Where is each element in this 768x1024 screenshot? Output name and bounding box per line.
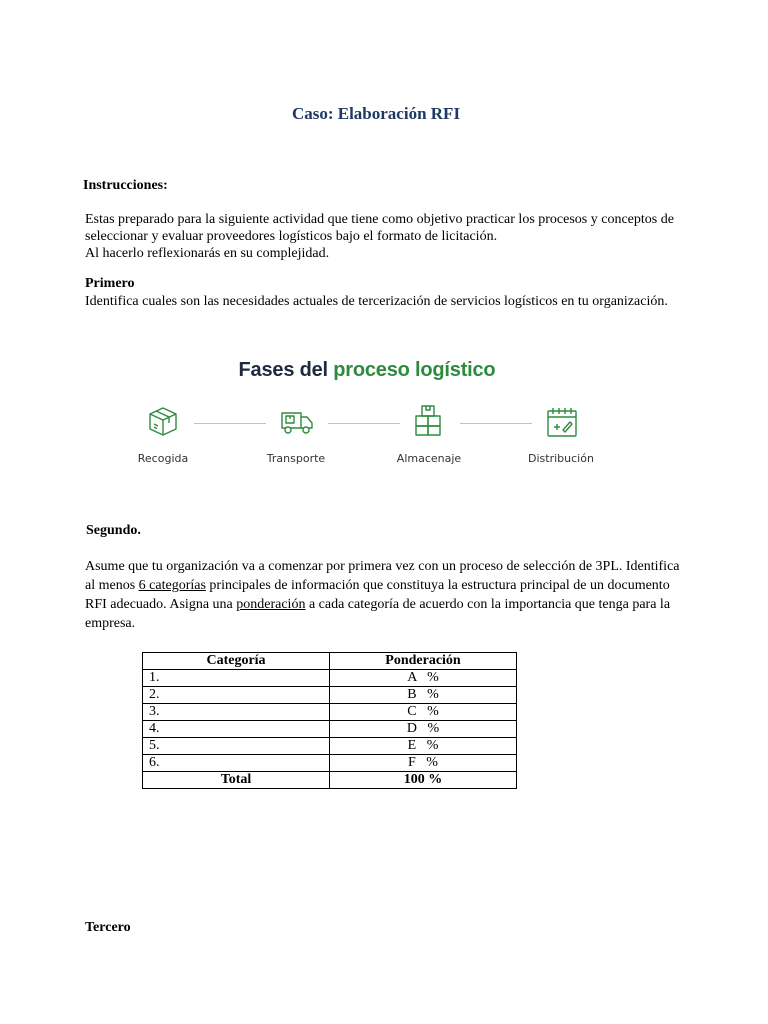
tercero-heading: Tercero	[85, 920, 131, 935]
table-row	[143, 755, 517, 772]
primero-heading: Primero	[85, 276, 135, 291]
box-icon	[146, 404, 180, 438]
phase-connector	[460, 423, 532, 424]
instrucciones-line-2: seleccionar y evaluar proveedores logísticos bajo el formato de licitación.	[85, 229, 498, 244]
table-header-row	[143, 653, 517, 670]
phase-label-transporte: Transporte	[266, 452, 326, 465]
infographic-title-part2: proceso logístico	[333, 359, 496, 381]
table-cell-category: 5.	[143, 738, 330, 755]
primero-text: Identifica cuales son las necesidades actuales de tercerización de servicios logísticos en tu organización.	[85, 294, 668, 309]
segundo-heading: Segundo.	[86, 523, 141, 538]
table-cell-category: 6.	[143, 755, 330, 772]
infographic-title	[200, 359, 534, 382]
table-cell-weight: B %	[330, 687, 517, 704]
instrucciones-line-3: Al hacerlo reflexionarás en su complejidad.	[85, 246, 330, 261]
table-row	[143, 721, 517, 738]
table-row	[143, 670, 517, 687]
table-cell-weight: C %	[330, 704, 517, 721]
table-total-label: Total	[143, 772, 330, 789]
segundo-paragraph	[85, 557, 678, 633]
table-header-categoria: Categoría	[143, 653, 330, 670]
table-cell-weight: F %	[330, 755, 517, 772]
table-cell-weight: D %	[330, 721, 517, 738]
segundo-line-2	[85, 576, 678, 595]
instrucciones-heading: Instrucciones:	[83, 178, 168, 193]
segundo-line-3-pre: RFI adecuado. Asigna una	[85, 597, 237, 612]
phase-label-distribucion: Distribución	[528, 452, 594, 465]
table-cell-category: 3.	[143, 704, 330, 721]
table-row	[143, 687, 517, 704]
phase-connector	[328, 423, 400, 424]
table-cell-category: 1.	[143, 670, 330, 687]
instrucciones-line-1: Estas preparado para la siguiente actividad que tiene como objetivo practicar los procesos y conceptos de	[85, 212, 674, 227]
segundo-line-1: Asume que tu organización va a comenzar por primera vez con un proceso de selección de 3PL. Identifica	[85, 559, 680, 574]
segundo-line-3	[85, 595, 678, 614]
instrucciones-paragraph	[85, 211, 688, 262]
segundo-categorias-underlined: 6 categorías	[138, 578, 206, 593]
segundo-line-2-pre: al menos	[85, 578, 139, 593]
infographic-title-part1: Fases del	[238, 359, 334, 381]
table-cell-weight: E %	[330, 738, 517, 755]
phase-connector	[194, 423, 266, 424]
stacked-boxes-icon	[412, 403, 446, 437]
table-cell-category: 4.	[143, 721, 330, 738]
table-total-value: 100 %	[330, 772, 517, 789]
segundo-line-3-post: a cada categoría de acuerdo con la importancia que tenga para la	[305, 597, 671, 612]
phase-label-almacenaje: Almacenaje	[396, 452, 462, 465]
document-title: Caso: Elaboración RFI	[291, 104, 461, 123]
segundo-ponderacion-underlined: ponderación	[236, 597, 306, 612]
table-cell-weight: A %	[330, 670, 517, 687]
segundo-line-4: empresa.	[85, 616, 136, 631]
table-total-row	[143, 772, 517, 789]
table-row	[143, 738, 517, 755]
table-cell-category: 2.	[143, 687, 330, 704]
table-row	[143, 704, 517, 721]
segundo-line-2-post: principales de información que constituya la estructura principal de un documento	[205, 578, 670, 593]
table-header-ponderacion: Ponderación	[330, 653, 517, 670]
phase-label-recogida: Recogida	[137, 452, 189, 465]
calendar-icon	[545, 405, 579, 439]
truck-icon	[280, 405, 314, 439]
rfi-weighting-table	[142, 652, 517, 789]
